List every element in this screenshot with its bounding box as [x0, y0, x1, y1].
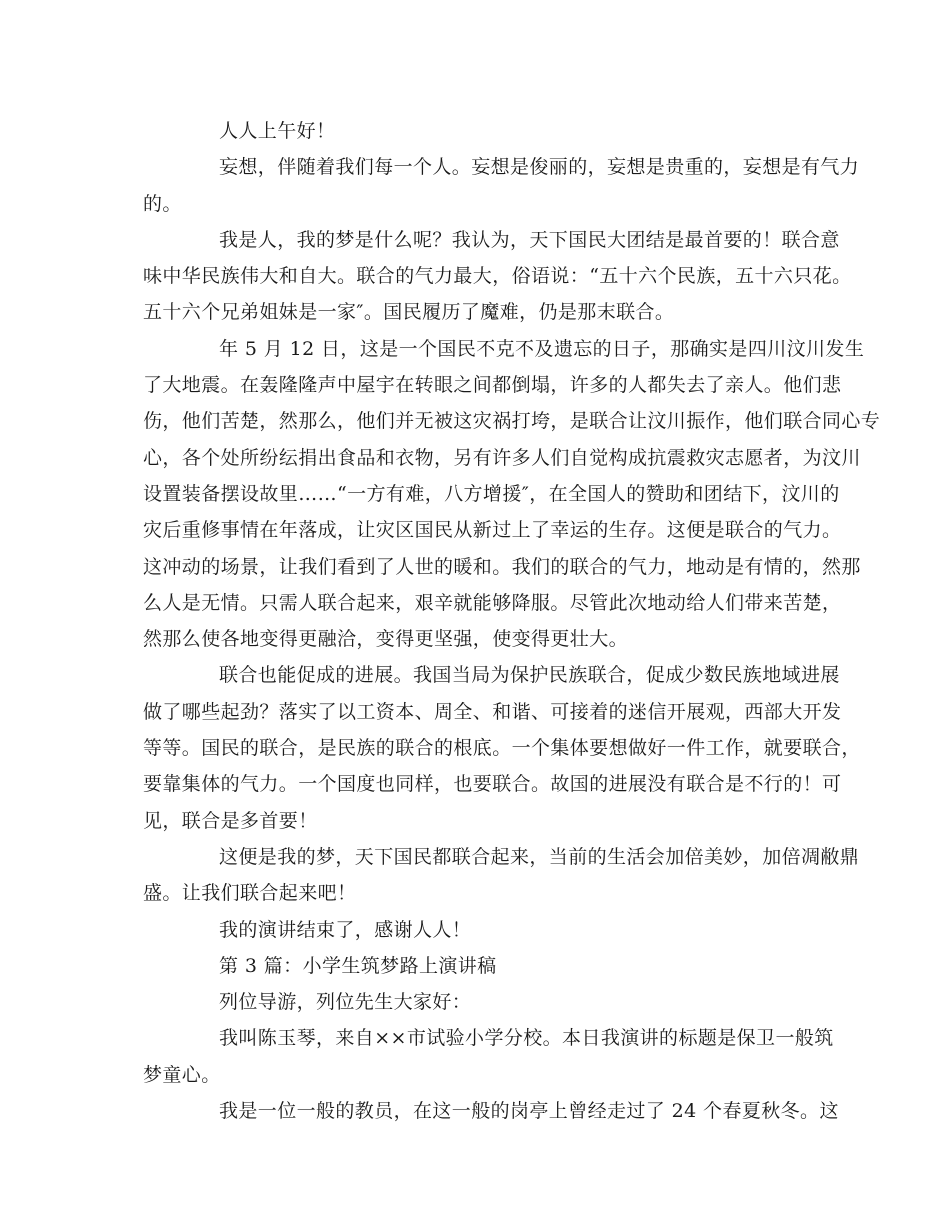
text-line: 伤，他们苦楚，然那么，他们并无被这灾祸打垮，是联合让汶川振作，他们联合同心专 [143, 410, 881, 433]
text-line: 联合也能促成的进展。我国当局为保护民族联合，促成少数民族地域进展 [219, 664, 840, 687]
text-line: 我的演讲结束了，感谢人人！ [219, 918, 472, 941]
text-line: 的。 [143, 192, 182, 215]
text-line: 设置装备摆设故里……“一方有难，八方增援″，在全国人的赞助和团结下，汶川的 [143, 482, 840, 505]
text-line: 这便是我的梦，天下国民都联合起来，当前的生活会加倍美妙，加倍凋敝鼎 [219, 845, 860, 868]
text-line: 我是一位一般的教员，在这一般的岗亭上曾经走过了 24 个春夏秋冬。这 [219, 1100, 839, 1123]
text-line: 要靠集体的气力。一个国度也同样，也要联合。故国的进展没有联合是不行的！可 [143, 773, 842, 796]
text-line: 第 3 篇：小学生筑梦路上演讲稿 [219, 954, 497, 977]
text-line: 列位导游，列位先生大家好： [219, 991, 472, 1014]
text-line: 味中华民族伟大和自大。联合的气力最大，俗语说：“五十六个民族，五十六只花。 [143, 265, 852, 288]
text-line: 见，联合是多首要！ [143, 809, 318, 832]
text-line: 五十六个兄弟姐妹是一家″。国民履历了魔难，仍是那末联合。 [143, 301, 675, 324]
text-line: 心，各个处所纷纭捐出食品和衣物，另有许多人们自觉构成抗震救灾志愿者，为汶川 [143, 446, 861, 469]
text-line: 梦童心。 [143, 1063, 221, 1086]
text-line: 灾后重修事情在年落成，让灾区国民从新过上了幸运的生存。这便是联合的气力。 [143, 519, 842, 542]
text-line: 年 5 月 12 日，这是一个国民不克不及遗忘的日子，那确实是四川汶川发生 [219, 337, 865, 360]
text-line: 然那么使各地变得更融洽，变得更坚强，使变得更壮大。 [143, 628, 629, 651]
text-line: 我叫陈玉琴，来自××市试验小学分校。本日我演讲的标题是保卫一般筑 [219, 1027, 834, 1050]
text-line: 做了哪些起劲？落实了以工资本、周全、和谐、可接着的迷信开展观，西部大开发 [143, 700, 842, 723]
text-line: 妄想，伴随着我们每一个人。妄想是俊丽的，妄想是贵重的，妄想是有气力 [219, 156, 860, 179]
document-body [143, 113, 881, 1129]
text-line: 等等。国民的联合，是民族的联合的根底。一个集体要想做好一件工作，就要联合， [143, 737, 861, 760]
text-line: 这冲动的场景，让我们看到了人世的暖和。我们的联合的气力，地动是有情的，然那 [143, 555, 861, 578]
text-line: 人人上午好！ [219, 120, 336, 142]
text-line: 了大地震。在轰隆隆声中屋宇在转眼之间都倒塌，许多的人都失去了亲人。他们悲 [143, 374, 842, 397]
text-line: 我是人，我的梦是什么呢？我认为，天下国民大团结是最首要的！联合意 [219, 228, 840, 251]
text-line: 盛。让我们联合起来吧！ [143, 882, 357, 905]
text-line: 么人是无情。只需人联合起来，艰辛就能够降服。尽管此次地动给人们带来苦楚， [143, 591, 842, 614]
